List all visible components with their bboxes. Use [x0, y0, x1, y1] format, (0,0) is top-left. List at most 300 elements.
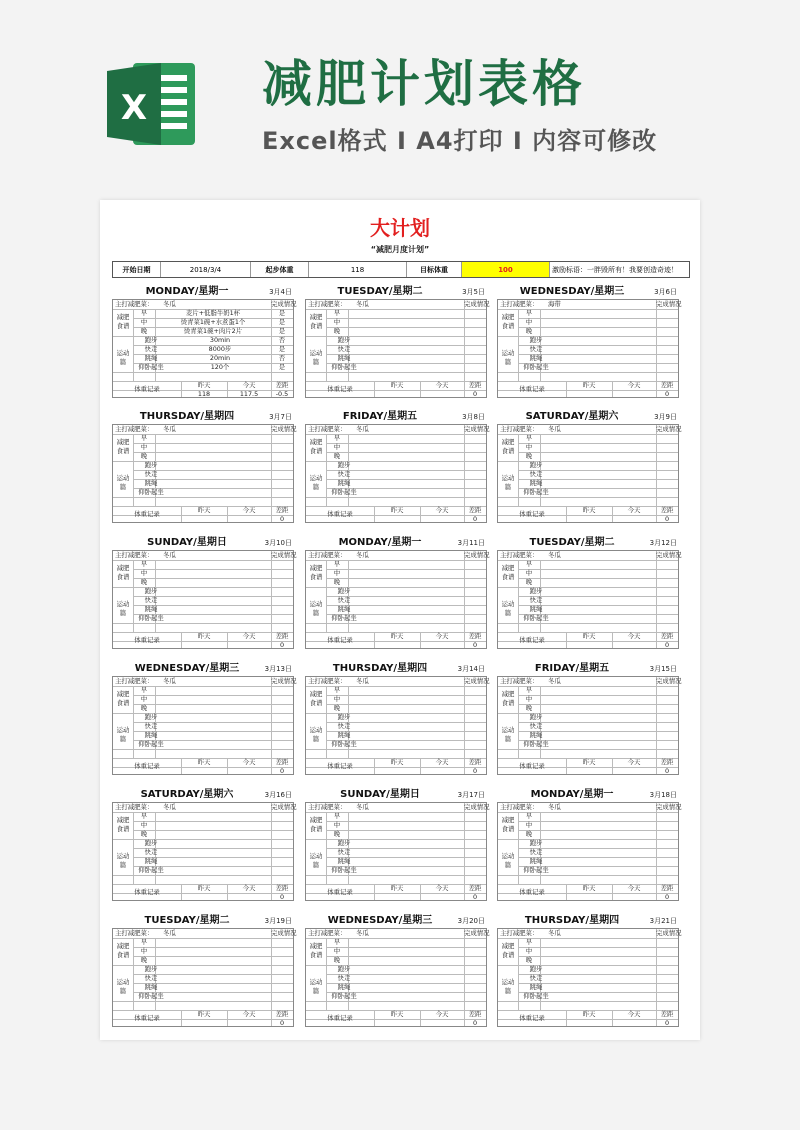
exercise-amount[interactable] [554, 866, 656, 875]
meal-done[interactable] [271, 938, 293, 947]
meal-plan[interactable] [348, 821, 464, 830]
meal-plan[interactable] [348, 327, 464, 336]
exercise-done[interactable] [656, 839, 678, 848]
exercise-done[interactable] [656, 983, 678, 992]
exercise-amount[interactable] [362, 336, 464, 345]
exercise-amount[interactable] [169, 587, 271, 596]
main-food-value[interactable]: 冬瓜 [163, 803, 176, 811]
main-food-value[interactable]: 冬瓜 [548, 551, 561, 559]
meal-plan[interactable] [348, 830, 464, 839]
meal-done[interactable] [656, 578, 678, 587]
exercise-done[interactable] [271, 740, 293, 749]
yesterday-weight[interactable]: 118 [197, 390, 211, 398]
exercise-done[interactable] [271, 722, 293, 731]
exercise-amount[interactable] [169, 983, 271, 992]
exercise-amount[interactable] [362, 479, 464, 488]
today-weight[interactable] [227, 767, 271, 776]
exercise-done[interactable] [464, 974, 486, 983]
exercise-amount[interactable] [554, 614, 656, 623]
exercise-done[interactable]: 否 [278, 354, 286, 362]
exercise-done[interactable] [656, 713, 678, 722]
exercise-amount[interactable] [554, 345, 656, 354]
meal-done[interactable] [271, 947, 293, 956]
exercise-done[interactable] [464, 354, 486, 363]
start-date-value[interactable]: 2018/3/4 [161, 262, 251, 277]
today-weight[interactable] [420, 893, 464, 902]
exercise-done[interactable] [656, 731, 678, 740]
exercise-amount[interactable] [169, 614, 271, 623]
exercise-amount[interactable] [362, 614, 464, 623]
meal-done[interactable] [464, 443, 486, 452]
exercise-amount[interactable] [362, 461, 464, 470]
exercise-done[interactable] [464, 614, 486, 623]
exercise-done[interactable] [464, 848, 486, 857]
meal-done[interactable] [464, 327, 486, 336]
today-weight[interactable] [420, 515, 464, 524]
exercise-done[interactable] [656, 479, 678, 488]
meal-done[interactable] [656, 821, 678, 830]
meal-plan[interactable] [155, 569, 271, 578]
today-weight[interactable] [227, 515, 271, 524]
main-food-value[interactable]: 冬瓜 [548, 803, 561, 811]
meal-plan[interactable] [540, 821, 656, 830]
exercise-amount[interactable] [554, 992, 656, 1001]
initial-weight-value[interactable]: 118 [309, 262, 407, 277]
exercise-done[interactable] [271, 848, 293, 857]
meal-plan[interactable] [348, 686, 464, 695]
exercise-done[interactable] [656, 488, 678, 497]
today-weight[interactable] [612, 1019, 656, 1028]
exercise-amount[interactable] [169, 992, 271, 1001]
main-food-value[interactable]: 冬瓜 [163, 300, 176, 308]
exercise-amount[interactable] [169, 965, 271, 974]
exercise-amount[interactable] [554, 461, 656, 470]
meal-plan[interactable] [540, 695, 656, 704]
meal-plan[interactable] [155, 695, 271, 704]
exercise-done[interactable] [464, 740, 486, 749]
main-food-value[interactable]: 冬瓜 [356, 425, 369, 433]
exercise-done[interactable] [271, 839, 293, 848]
meal-done[interactable] [656, 938, 678, 947]
meal-done[interactable]: 是 [278, 318, 286, 326]
meal-done[interactable] [656, 569, 678, 578]
exercise-done[interactable] [464, 839, 486, 848]
yesterday-weight[interactable] [566, 767, 612, 776]
exercise-done[interactable] [271, 713, 293, 722]
meal-done[interactable] [271, 704, 293, 713]
exercise-done[interactable] [271, 974, 293, 983]
meal-plan[interactable] [540, 956, 656, 965]
main-food-value[interactable]: 冬瓜 [548, 677, 561, 685]
exercise-done[interactable] [656, 965, 678, 974]
exercise-done[interactable] [656, 587, 678, 596]
exercise-amount[interactable] [169, 848, 271, 857]
exercise-amount[interactable] [362, 992, 464, 1001]
exercise-done[interactable] [656, 596, 678, 605]
exercise-amount[interactable] [554, 974, 656, 983]
meal-plan[interactable] [348, 569, 464, 578]
meal-plan[interactable] [155, 821, 271, 830]
meal-plan[interactable] [348, 318, 464, 327]
exercise-amount[interactable] [554, 479, 656, 488]
exercise-amount[interactable] [554, 722, 656, 731]
main-food-value[interactable]: 冬瓜 [356, 677, 369, 685]
meal-done[interactable] [464, 309, 486, 318]
meal-done[interactable] [464, 434, 486, 443]
yesterday-weight[interactable] [181, 893, 227, 902]
meal-plan[interactable] [540, 812, 656, 821]
meal-done[interactable] [271, 560, 293, 569]
exercise-amount[interactable] [554, 965, 656, 974]
exercise-amount[interactable] [554, 354, 656, 363]
exercise-amount[interactable] [362, 857, 464, 866]
exercise-done[interactable] [271, 596, 293, 605]
exercise-done[interactable] [464, 983, 486, 992]
meal-plan[interactable] [348, 578, 464, 587]
meal-plan[interactable] [540, 309, 656, 318]
exercise-done[interactable] [656, 992, 678, 1001]
exercise-done[interactable] [656, 363, 678, 372]
today-weight[interactable] [227, 641, 271, 650]
meal-plan[interactable] [348, 956, 464, 965]
exercise-amount[interactable]: 20min [209, 354, 231, 362]
meal-done[interactable] [656, 956, 678, 965]
meal-plan[interactable] [155, 560, 271, 569]
today-weight[interactable] [420, 1019, 464, 1028]
exercise-done[interactable] [271, 605, 293, 614]
meal-done[interactable] [656, 812, 678, 821]
exercise-amount[interactable] [362, 345, 464, 354]
motto[interactable]: 激励标语：一胖毁所有！我要创造奇迹！ [552, 265, 678, 274]
exercise-amount[interactable] [362, 866, 464, 875]
exercise-done[interactable] [464, 596, 486, 605]
exercise-amount[interactable] [362, 596, 464, 605]
exercise-done[interactable] [464, 479, 486, 488]
meal-done[interactable] [656, 434, 678, 443]
meal-done[interactable] [271, 434, 293, 443]
exercise-done[interactable] [464, 470, 486, 479]
meal-done[interactable]: 是 [278, 309, 286, 317]
exercise-amount[interactable] [169, 731, 271, 740]
exercise-amount[interactable] [554, 596, 656, 605]
meal-plan[interactable] [348, 812, 464, 821]
meal-done[interactable] [271, 569, 293, 578]
exercise-done[interactable] [464, 605, 486, 614]
meal-done[interactable] [656, 704, 678, 713]
yesterday-weight[interactable] [374, 767, 420, 776]
yesterday-weight[interactable] [566, 515, 612, 524]
exercise-amount[interactable] [362, 354, 464, 363]
exercise-done[interactable] [271, 731, 293, 740]
meal-done[interactable] [656, 327, 678, 336]
exercise-done[interactable] [656, 354, 678, 363]
exercise-amount[interactable] [169, 839, 271, 848]
main-food-value[interactable]: 冬瓜 [163, 425, 176, 433]
meal-plan[interactable] [540, 686, 656, 695]
meal-done[interactable] [656, 309, 678, 318]
exercise-done[interactable] [656, 866, 678, 875]
exercise-amount[interactable] [554, 363, 656, 372]
main-food-value[interactable]: 冬瓜 [163, 677, 176, 685]
meal-plan[interactable] [540, 560, 656, 569]
meal-done[interactable] [464, 956, 486, 965]
exercise-done[interactable] [271, 461, 293, 470]
exercise-done[interactable] [464, 731, 486, 740]
exercise-done[interactable] [464, 857, 486, 866]
today-weight[interactable] [227, 1019, 271, 1028]
meal-plan[interactable] [540, 327, 656, 336]
meal-plan[interactable] [348, 704, 464, 713]
meal-done[interactable] [271, 956, 293, 965]
target-weight-value[interactable]: 100 [462, 262, 550, 277]
exercise-amount[interactable] [362, 713, 464, 722]
yesterday-weight[interactable] [374, 1019, 420, 1028]
meal-plan[interactable] [155, 947, 271, 956]
yesterday-weight[interactable] [181, 641, 227, 650]
exercise-amount[interactable] [362, 731, 464, 740]
meal-plan[interactable] [540, 830, 656, 839]
main-food-value[interactable]: 冬瓜 [548, 929, 561, 937]
yesterday-weight[interactable] [374, 641, 420, 650]
meal-done[interactable] [464, 569, 486, 578]
today-weight[interactable] [612, 641, 656, 650]
exercise-amount[interactable] [362, 470, 464, 479]
meal-done[interactable] [464, 938, 486, 947]
meal-done[interactable] [656, 452, 678, 461]
meal-plan[interactable] [540, 452, 656, 461]
exercise-amount[interactable] [169, 866, 271, 875]
exercise-done[interactable] [656, 722, 678, 731]
meal-plan[interactable] [348, 560, 464, 569]
meal-plan[interactable] [155, 956, 271, 965]
exercise-done[interactable] [464, 866, 486, 875]
meal-plan[interactable]: 麦片+低脂牛奶1杯 [185, 309, 241, 317]
exercise-amount[interactable] [362, 605, 464, 614]
meal-plan[interactable] [155, 812, 271, 821]
meal-plan[interactable] [155, 686, 271, 695]
exercise-amount[interactable]: 8000步 [208, 345, 232, 353]
exercise-done[interactable] [464, 992, 486, 1001]
exercise-done[interactable] [271, 857, 293, 866]
exercise-done[interactable]: 是 [278, 345, 286, 353]
exercise-done[interactable] [656, 605, 678, 614]
meal-plan[interactable] [348, 947, 464, 956]
exercise-amount[interactable] [169, 461, 271, 470]
exercise-done[interactable] [464, 587, 486, 596]
exercise-done[interactable] [464, 363, 486, 372]
meal-plan[interactable] [540, 318, 656, 327]
exercise-amount[interactable] [362, 488, 464, 497]
exercise-amount[interactable] [554, 731, 656, 740]
yesterday-weight[interactable] [566, 390, 612, 399]
meal-plan[interactable] [155, 578, 271, 587]
meal-plan[interactable] [155, 443, 271, 452]
today-weight[interactable] [420, 641, 464, 650]
yesterday-weight[interactable] [374, 515, 420, 524]
exercise-amount[interactable] [169, 740, 271, 749]
exercise-amount[interactable] [169, 857, 271, 866]
today-weight[interactable] [420, 767, 464, 776]
today-weight[interactable] [612, 893, 656, 902]
exercise-done[interactable] [271, 470, 293, 479]
meal-done[interactable] [464, 830, 486, 839]
meal-plan[interactable] [540, 434, 656, 443]
exercise-amount[interactable] [362, 587, 464, 596]
today-weight[interactable] [612, 515, 656, 524]
main-food-value[interactable]: 冬瓜 [163, 551, 176, 559]
main-food-value[interactable]: 冬瓜 [548, 425, 561, 433]
exercise-amount[interactable] [554, 740, 656, 749]
yesterday-weight[interactable] [181, 767, 227, 776]
meal-plan[interactable] [540, 938, 656, 947]
exercise-done[interactable] [464, 722, 486, 731]
exercise-amount[interactable] [169, 605, 271, 614]
exercise-amount[interactable] [169, 479, 271, 488]
exercise-amount[interactable] [554, 839, 656, 848]
meal-done[interactable] [271, 578, 293, 587]
yesterday-weight[interactable] [374, 390, 420, 399]
meal-done[interactable] [656, 947, 678, 956]
today-weight[interactable] [420, 390, 464, 399]
meal-plan[interactable] [348, 695, 464, 704]
exercise-amount[interactable] [362, 740, 464, 749]
exercise-done[interactable] [656, 857, 678, 866]
meal-plan[interactable] [348, 309, 464, 318]
exercise-amount[interactable] [169, 488, 271, 497]
exercise-done[interactable] [464, 336, 486, 345]
meal-done[interactable] [464, 704, 486, 713]
meal-plan[interactable] [348, 443, 464, 452]
exercise-amount[interactable]: 120个 [210, 363, 230, 371]
exercise-done[interactable] [271, 488, 293, 497]
exercise-done[interactable] [656, 740, 678, 749]
meal-done[interactable]: 是 [278, 327, 286, 335]
exercise-done[interactable] [656, 461, 678, 470]
today-weight[interactable] [612, 767, 656, 776]
exercise-amount[interactable] [362, 848, 464, 857]
meal-done[interactable] [271, 695, 293, 704]
meal-plan[interactable] [540, 578, 656, 587]
exercise-amount[interactable] [554, 857, 656, 866]
exercise-amount[interactable] [169, 722, 271, 731]
exercise-amount[interactable] [362, 722, 464, 731]
meal-done[interactable] [464, 947, 486, 956]
exercise-done[interactable] [271, 614, 293, 623]
meal-done[interactable] [464, 452, 486, 461]
exercise-amount[interactable] [554, 488, 656, 497]
exercise-done[interactable] [656, 345, 678, 354]
meal-done[interactable] [656, 560, 678, 569]
yesterday-weight[interactable] [566, 893, 612, 902]
meal-done[interactable] [271, 821, 293, 830]
exercise-done[interactable] [271, 983, 293, 992]
exercise-done[interactable] [464, 965, 486, 974]
exercise-amount[interactable] [554, 470, 656, 479]
meal-done[interactable] [271, 443, 293, 452]
exercise-amount[interactable] [362, 974, 464, 983]
meal-done[interactable] [656, 695, 678, 704]
meal-plan[interactable] [155, 938, 271, 947]
exercise-amount[interactable] [169, 470, 271, 479]
exercise-done[interactable] [656, 848, 678, 857]
exercise-done[interactable] [271, 965, 293, 974]
yesterday-weight[interactable] [566, 1019, 612, 1028]
meal-plan[interactable] [155, 704, 271, 713]
meal-plan[interactable] [155, 434, 271, 443]
exercise-done[interactable] [464, 713, 486, 722]
yesterday-weight[interactable] [181, 515, 227, 524]
meal-plan[interactable] [540, 704, 656, 713]
meal-plan[interactable] [540, 443, 656, 452]
exercise-done[interactable] [464, 488, 486, 497]
meal-plan[interactable]: 烫青菜1碗+肉片2片 [183, 327, 243, 335]
meal-plan[interactable] [348, 938, 464, 947]
exercise-done[interactable] [656, 614, 678, 623]
exercise-amount[interactable] [362, 363, 464, 372]
exercise-done[interactable] [271, 992, 293, 1001]
main-food-value[interactable]: 冬瓜 [163, 929, 176, 937]
today-weight[interactable]: 117.5 [239, 390, 259, 398]
exercise-done[interactable] [271, 479, 293, 488]
meal-plan[interactable] [348, 452, 464, 461]
exercise-amount[interactable] [554, 605, 656, 614]
today-weight[interactable] [227, 893, 271, 902]
exercise-done[interactable] [271, 866, 293, 875]
main-food-value[interactable]: 冬瓜 [356, 300, 369, 308]
yesterday-weight[interactable] [566, 641, 612, 650]
exercise-amount[interactable] [554, 983, 656, 992]
exercise-amount[interactable] [554, 336, 656, 345]
meal-plan[interactable] [155, 452, 271, 461]
meal-done[interactable] [271, 686, 293, 695]
meal-done[interactable] [656, 686, 678, 695]
meal-done[interactable] [464, 560, 486, 569]
exercise-done[interactable] [464, 345, 486, 354]
main-food-value[interactable]: 海带 [548, 300, 561, 308]
meal-plan[interactable] [155, 830, 271, 839]
meal-done[interactable] [464, 695, 486, 704]
exercise-amount[interactable] [554, 587, 656, 596]
exercise-amount[interactable] [169, 713, 271, 722]
exercise-done[interactable] [656, 336, 678, 345]
exercise-amount[interactable] [362, 983, 464, 992]
meal-done[interactable] [656, 443, 678, 452]
exercise-done[interactable]: 是 [278, 363, 286, 371]
meal-done[interactable] [271, 830, 293, 839]
meal-plan[interactable] [348, 434, 464, 443]
meal-plan[interactable] [540, 947, 656, 956]
exercise-amount[interactable] [554, 848, 656, 857]
meal-done[interactable] [464, 318, 486, 327]
meal-done[interactable] [656, 318, 678, 327]
meal-done[interactable] [271, 452, 293, 461]
exercise-amount[interactable] [554, 713, 656, 722]
exercise-done[interactable] [656, 470, 678, 479]
exercise-amount[interactable] [362, 965, 464, 974]
meal-done[interactable] [464, 812, 486, 821]
meal-plan[interactable] [540, 569, 656, 578]
exercise-amount[interactable] [169, 596, 271, 605]
meal-plan[interactable]: 烫青菜1碗+水煮蛋1个 [180, 318, 246, 326]
meal-done[interactable] [656, 830, 678, 839]
meal-done[interactable] [464, 578, 486, 587]
main-food-value[interactable]: 冬瓜 [356, 803, 369, 811]
yesterday-weight[interactable] [181, 1019, 227, 1028]
exercise-amount[interactable]: 30min [209, 336, 231, 344]
yesterday-weight[interactable] [374, 893, 420, 902]
main-food-value[interactable]: 冬瓜 [356, 929, 369, 937]
exercise-done[interactable] [271, 587, 293, 596]
